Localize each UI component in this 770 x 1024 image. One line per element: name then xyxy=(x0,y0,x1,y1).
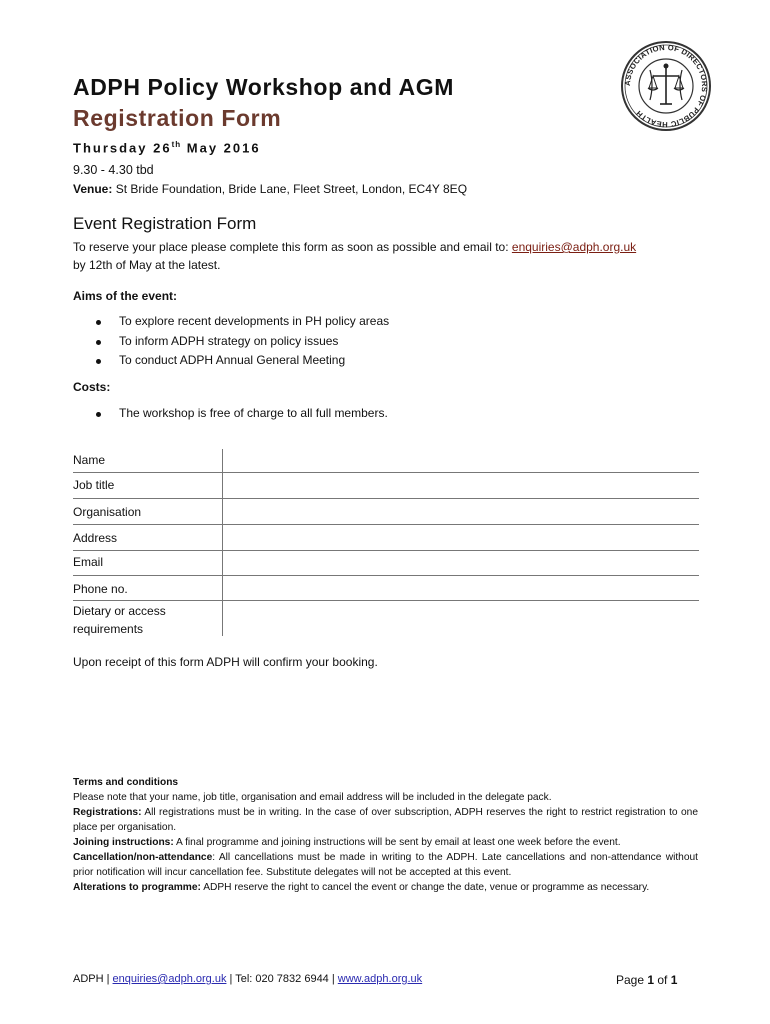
table-row[interactable] xyxy=(73,473,699,499)
event-venue: Venue: St Bride Foundation, Bride Lane, Fleet Street, London, EC4Y 8EQ xyxy=(73,182,468,196)
costs-heading: Costs: xyxy=(73,380,111,394)
table-row[interactable] xyxy=(73,576,699,601)
list-item: To inform ADPH strategy on policy issues xyxy=(92,332,389,352)
field-label-organisation: Organisation xyxy=(73,505,142,519)
list-item: To explore recent developments in PH policy areas xyxy=(92,312,389,332)
event-date: Thursday 26th May 2016 xyxy=(73,140,261,156)
page-title: ADPH Policy Workshop and AGM xyxy=(73,74,455,100)
field-label-dietary: Dietary or access requirements xyxy=(73,604,166,636)
aims-heading: Aims of the event: xyxy=(73,289,178,303)
table-row[interactable] xyxy=(73,551,699,576)
section-heading: Event Registration Form xyxy=(73,214,257,233)
table-row[interactable] xyxy=(73,499,699,525)
bullet-icon xyxy=(96,320,101,325)
email-link[interactable]: enquiries@adph.org.uk xyxy=(511,240,637,254)
registration-table xyxy=(73,449,699,641)
list-item: The workshop is free of charge to all full members. xyxy=(92,404,388,424)
bullet-icon xyxy=(96,412,101,417)
list-item: To conduct ADPH Annual General Meeting xyxy=(92,351,389,371)
table-row[interactable] xyxy=(73,449,699,473)
field-label-phone: Phone no. xyxy=(73,582,128,596)
intro-paragraph: To reserve your place please complete this form as soon as possible and email to: enquiries@adph.org.uk by 12th of May at the latest. xyxy=(73,240,637,272)
bullet-icon xyxy=(96,359,101,364)
field-label-job-title: Job title xyxy=(73,478,115,492)
aims-list xyxy=(92,312,389,371)
svg-text:ASSOCIATION OF DIRECTORS OF PU: ASSOCIATION OF DIRECTORS OF PUBLIC HEALTH xyxy=(622,42,710,130)
table-row[interactable] xyxy=(73,601,699,641)
event-time: 9.30 - 4.30 tbd xyxy=(73,163,154,177)
field-label-name: Name xyxy=(73,453,106,467)
field-label-address: Address xyxy=(73,531,118,545)
footer-website-link[interactable]: www.adph.org.uk xyxy=(337,973,423,985)
page-subtitle: Registration Form xyxy=(73,105,282,131)
field-label-email: Email xyxy=(73,555,104,569)
costs-list xyxy=(92,404,388,424)
page-footer: ADPH | enquiries@adph.org.uk | Tel: 020 7832 6944 | www.adph.org.uk xyxy=(73,973,423,985)
page-number: Page 1 of 1 xyxy=(616,973,678,987)
terms-and-conditions: Terms and conditions Please note that your name, job title, organisation and email address will be included in the delegate pack. Registrations: All registrations must be in writing. In the case of over subscription, ADPH reserves the right to restrict registration to one place per organisation. Joining instructions: A final programme and joining instructions will be sent by email at least one week before the event. Cancellation/non-attendance: All cancellations must be made in writing to the ADPH. Late cancellations and non-attendance without prior notification will incur cancellation fee. Substitute delegates will not be accepted at this event. Alterations to programme: ADPH reserve the right to cancel the event or change the date, venue or programme as necessary. xyxy=(73,777,698,893)
table-row[interactable] xyxy=(73,525,699,551)
footer-email-link[interactable]: enquiries@adph.org.uk xyxy=(112,973,227,985)
confirmation-text: Upon receipt of this form ADPH will confirm your booking. xyxy=(73,655,378,669)
bullet-icon xyxy=(96,340,101,345)
adph-seal-icon xyxy=(620,40,712,132)
